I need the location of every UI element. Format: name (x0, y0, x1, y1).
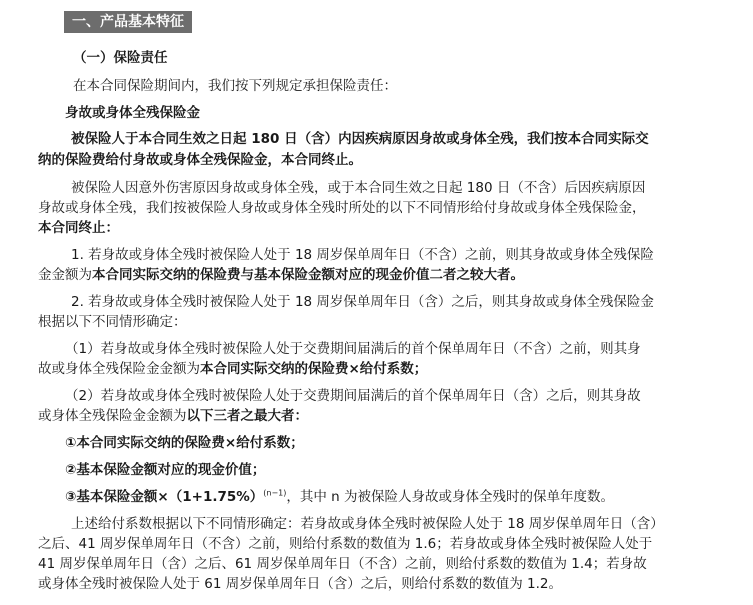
item-2-2-emphasis: 以下三者之最大者： (186, 408, 308, 424)
choice-3-explanation: ，其中 n 为被保险人身故或身体全残时的保单年度数。 (286, 489, 615, 505)
item-2-2-prefix: 或身体全残保险金金额为 (38, 408, 187, 424)
subsection-title: （一）保险责任 (73, 50, 168, 66)
waiting-period-line-2: 纳的保险费给付身故或身体全残保险金，本合同终止。 (38, 152, 362, 168)
item-2-1-emphasis: 本合同实际交纳的保险费×给付系数； (200, 361, 428, 377)
item-2-line-1: 2. 若身故或身体全残时被保险人处于 18 周岁保单周年日（含）之后，则其身故或身体全残保险金 (71, 294, 654, 310)
item-1-line-2 (38, 265, 524, 285)
waiting-period-line-1: 被保险人于本合同生效之日起 180 日（含）内因疾病原因身故或身体全残，我们按本合同实际交 (71, 131, 649, 147)
choice-2: ②基本保险金额对应的现金价值； (65, 462, 266, 478)
item-2-1-prefix: 故或身体全残保险金金额为 (38, 361, 200, 377)
section-title: 一、产品基本特征 (64, 11, 192, 33)
choice-3 (65, 487, 614, 507)
item-1-line-1: 1. 若身故或身体全残时被保险人处于 18 周岁保单周年日（不含）之前，则其身故或身体全残保险 (71, 247, 654, 263)
choice-3-exponent: (n−1) (263, 488, 287, 498)
after-waiting-line-3: 本合同终止： (38, 220, 119, 236)
item-2-1-line-1: （1）若身故或身体全残时被保险人处于交费期间届满后的首个保单周年日（不含）之前，则其身 (65, 341, 641, 357)
item-2-2-line-1: （2）若身故或身体全残时被保险人处于交费期间届满后的首个保单周年日（含）之后，则其身故 (65, 388, 641, 404)
after-waiting-line-1: 被保险人因意外伤害原因身故或身体全残，或于本合同生效之日起 180 日（不含）后因疾病原因 (71, 180, 646, 196)
item-2-2-line-2 (38, 406, 308, 426)
choice-1: ①本合同实际交纳的保险费×给付系数； (65, 435, 304, 451)
item-1-prefix: 金金额为 (38, 267, 92, 283)
item-2-line-2: 根据以下不同情形确定： (38, 314, 187, 330)
factor-line-4: 或身体全残时被保险人处于 61 周岁保单周年日（含）之后，则给付系数的数值为 1.2。 (38, 576, 563, 592)
factor-line-1: 上述给付系数根据以下不同情形确定：若身故或身体全残时被保险人处于 18 周岁保单周年日（含） (71, 516, 664, 532)
factor-line-2: 之后、41 周岁保单周年日（不含）之前，则给付系数的数值为 1.6；若身故或身体全残时被保险人处于 (38, 536, 653, 552)
intro-text: 在本合同保险期间内，我们按下列规定承担保险责任： (73, 78, 397, 94)
benefit-title: 身故或身体全残保险金 (65, 105, 200, 121)
factor-line-3: 41 周岁保单周年日（含）之后、61 周岁保单周年日（不含）之前，则给付系数的数值为 1.4；若身故 (38, 556, 647, 572)
choice-3-formula: ③基本保险金额×（1+1.75%） (65, 489, 264, 505)
item-1-emphasis: 本合同实际交纳的保险费与基本保险金额对应的现金价值二者之较大者。 (92, 267, 524, 283)
item-2-1-line-2 (38, 359, 427, 379)
after-waiting-line-2: 身故或身体全残，我们按被保险人身故或身体全残时所处的以下不同情形给付身故或身体全残保险金， (38, 200, 646, 216)
